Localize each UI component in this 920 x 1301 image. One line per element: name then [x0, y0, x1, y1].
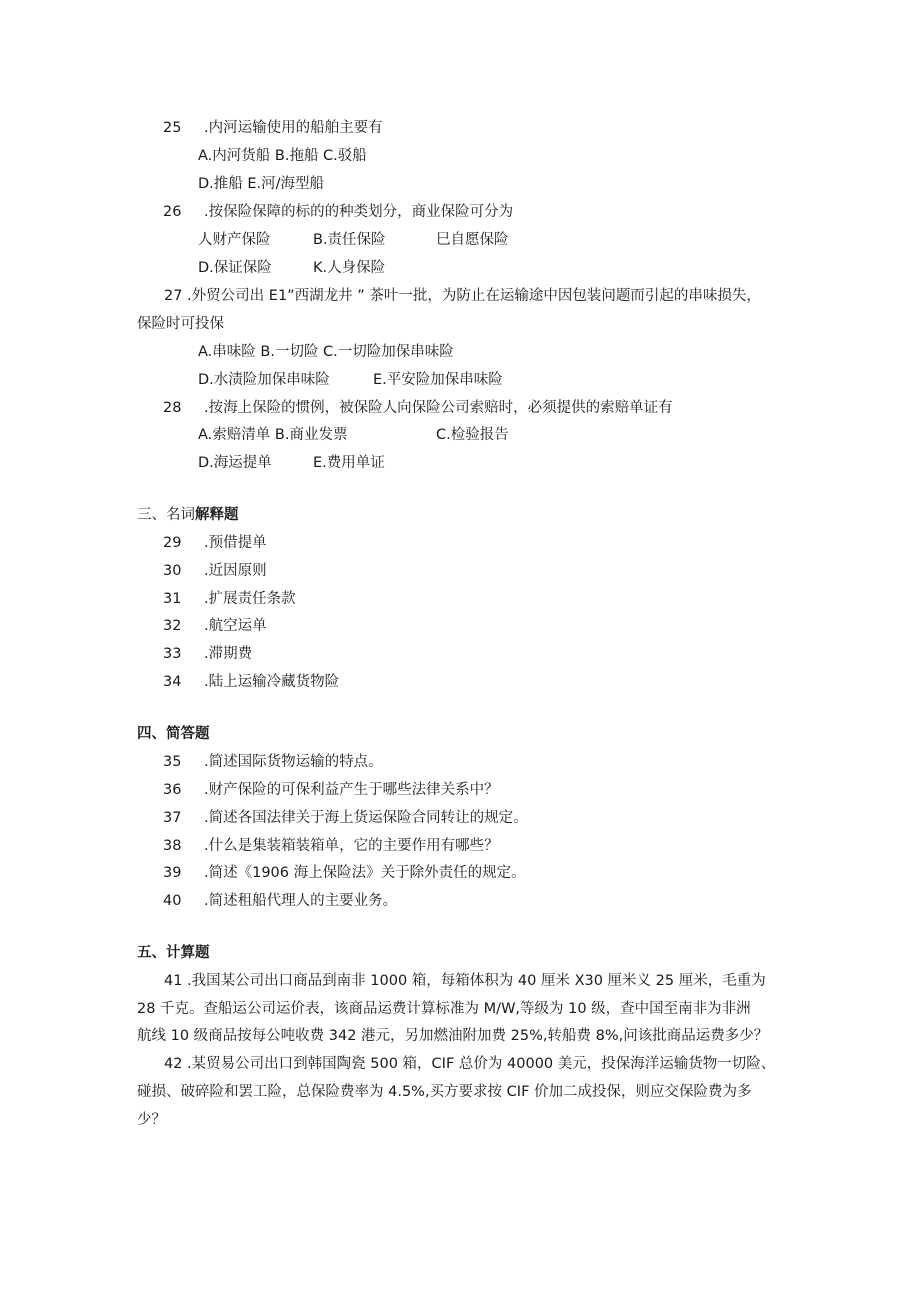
question-number: 33: [163, 646, 182, 662]
question-option: D.水渍险加保串味险: [198, 372, 330, 388]
question-number: 39: [163, 865, 182, 881]
question-text: .简述租船代理人的主要业务。: [204, 893, 398, 909]
question-number: 37: [163, 810, 182, 826]
question-stem: 27 .外贸公司出 E1”西湖龙井 ” 茶叶一批，为防止在运输途中因包装问题而引起的串味损失，: [164, 288, 761, 304]
section-title: 四、简答题: [137, 726, 210, 742]
question-number: 28: [163, 400, 182, 416]
question-number: 29: [163, 535, 182, 551]
question-options: A.串味险 B.一切险 C.一切险加保串味险: [198, 344, 454, 360]
question-text: .简述《1906 海上保险法》关于除外责任的规定。: [204, 865, 526, 881]
section-title: [137, 505, 239, 525]
question-number: 32: [163, 618, 182, 634]
question-number: 34: [163, 674, 182, 690]
question-text: .滞期费: [204, 646, 253, 662]
question-option: K.人身保险: [313, 260, 386, 276]
question-options: D.推船 E.河/海型船: [198, 176, 325, 192]
question-stem: .按保险保障的标的的种类划分，商业保险可分为: [204, 204, 514, 220]
question-text: .陆上运输冷藏货物险: [204, 674, 340, 690]
question-text: 42 .某贸易公司出口到韩国陶瓷 500 箱，CIF 总价为 40000 美元，投保海洋运输货物一切险、: [164, 1056, 776, 1072]
question-option: 人财产保险: [198, 232, 271, 248]
question-option: D.保证保险: [198, 260, 272, 276]
question-option: B.责任保险: [313, 232, 386, 248]
question-option: D.海运提单: [198, 455, 272, 471]
question-text: .简述各国法律关于海上货运保险合同转让的规定。: [204, 810, 528, 826]
question-text: .简述国际货物运输的特点。: [204, 754, 383, 770]
question-stem: 保险时可投保: [137, 316, 224, 332]
question-text: 41 .我国某公司出口商品到南非 1000 箱，每箱体积为 40 厘米 X30 厘米义 25 厘米，毛重为: [164, 973, 766, 989]
question-number: 40: [163, 893, 182, 909]
question-text: 碰损、破碎险和罢工险，总保险费率为 4.5%,买方要求按 CIF 价加二成投保，则应交保险费为多: [137, 1084, 752, 1100]
question-number: 26: [163, 204, 182, 220]
question-text: 28 千克。查船运公司运价表，该商品运费计算标准为 M/W,等级为 10 级，查中国至南非为非洲: [137, 1001, 751, 1017]
question-text: 少？: [137, 1112, 166, 1128]
question-text: .扩展责任条款: [204, 591, 296, 607]
question-option: E.费用单证: [313, 455, 385, 471]
question-option: 巳自愿保险: [436, 232, 509, 248]
section-title-part: 三、名词: [137, 507, 195, 523]
question-text: 航线 10 级商品按每公吨收费 342 港元，另加燃油附加费 25%,转船费 8%,问该批商品运费多少？: [137, 1028, 769, 1044]
question-number: 30: [163, 563, 182, 579]
question-number: 35: [163, 754, 182, 770]
question-stem: .内河运输使用的船舶主要有: [204, 120, 383, 136]
question-options: A.内河货船 B.拖船 C.驳船: [198, 148, 367, 164]
section-title-part: 解释题: [195, 507, 239, 523]
question-number: 31: [163, 591, 182, 607]
question-number: 38: [163, 838, 182, 854]
question-text: .预借提单: [204, 535, 267, 551]
question-number: 36: [163, 782, 182, 798]
question-option: E.平安险加保串味险: [373, 372, 503, 388]
question-text: .什么是集装箱装箱单，它的主要作用有哪些？: [204, 838, 499, 854]
question-text: .航空运单: [204, 618, 267, 634]
question-text: .财产保险的可保利益产生于哪些法律关系中？: [204, 782, 499, 798]
question-stem: .按海上保险的惯例，被保险人向保险公司索赔时，必须提供的索赔单证有: [204, 400, 673, 416]
question-option: C.检验报告: [436, 427, 509, 443]
section-title: 五、计算题: [137, 945, 210, 961]
question-number: 25: [163, 120, 182, 136]
question-text: .近因原则: [204, 563, 267, 579]
question-options: A.索赔清单 B.商业发票: [198, 427, 348, 443]
